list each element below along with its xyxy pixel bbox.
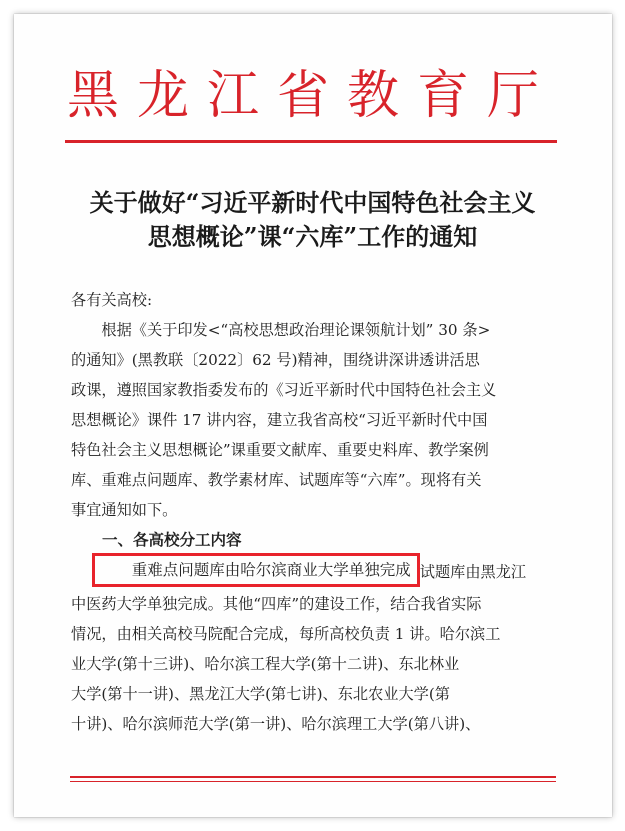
paragraph-1-line: 思想概论》课件 17 讲内容，建立我省高校“习近平新时代中国 [71, 411, 488, 429]
paragraph-2-line: 业大学(第十三讲)、哈尔滨工程大学(第十二讲)、东北林业 [71, 655, 460, 673]
paragraph-2-line: 十讲)、哈尔滨师范大学(第一讲)、哈尔滨理工大学(第八讲)、 [71, 715, 481, 733]
paragraph-1-line: 根据《关于印发<“高校思想政治理论课领航计划” 30 条> [101, 321, 491, 339]
paragraph-1-line: 特色社会主义思想概论”课重要文献库、重要史料库、教学案例 [71, 441, 489, 459]
paragraph-2-line: 大学(第十一讲)、黑龙江大学(第七讲)、东北农业大学(第 [71, 685, 450, 703]
notice-title-line-2: 思想概论”课“六库”工作的通知 [147, 222, 478, 251]
paragraph-1-continued [71, 345, 557, 525]
footer-red-rule-thin [70, 781, 556, 782]
paragraph-1-line: 的通知》(黑教联〔2022〕62 号)精神，围绕讲深讲透讲活思 [71, 351, 480, 369]
header-red-rule [65, 140, 557, 143]
paragraph-2-line: 情况，由相关高校马院配合完成，每所高校负责 1 讲。哈尔滨工 [71, 625, 501, 643]
paragraph-2-first-line [71, 555, 557, 589]
salutation: 各有关高校: [71, 291, 153, 309]
highlighted-sentence: 重难点问题库由哈尔滨商业大学单独完成 [92, 553, 419, 587]
paragraph-1-line: 事宜通知如下。 [71, 501, 178, 519]
paragraph-2 [71, 555, 557, 739]
section-1-heading: 一、各高校分工内容 [102, 531, 242, 549]
paragraph-1-line: 库、重难点问题库、教学素材库、试题库等“六库”。现将有关 [71, 471, 482, 489]
paragraph-2-line: 中医药大学单独完成。其他“四库”的建设工作，结合我省实际 [71, 595, 482, 613]
footer-red-rule [70, 776, 556, 778]
notice-title-line-1: 关于做好“习近平新时代中国特色社会主义 [89, 188, 536, 217]
issuer-header-title: 黑龙江省教育厅 [66, 66, 557, 126]
notice-body [71, 285, 557, 739]
paragraph-2-first-rest: 试题库由黑龙江 [419, 563, 527, 581]
notice-title [55, 186, 570, 254]
paragraph-1 [71, 315, 557, 345]
paragraph-1-line: 政课，遵照国家教指委发布的《习近平新时代中国特色社会主义 [71, 381, 497, 399]
